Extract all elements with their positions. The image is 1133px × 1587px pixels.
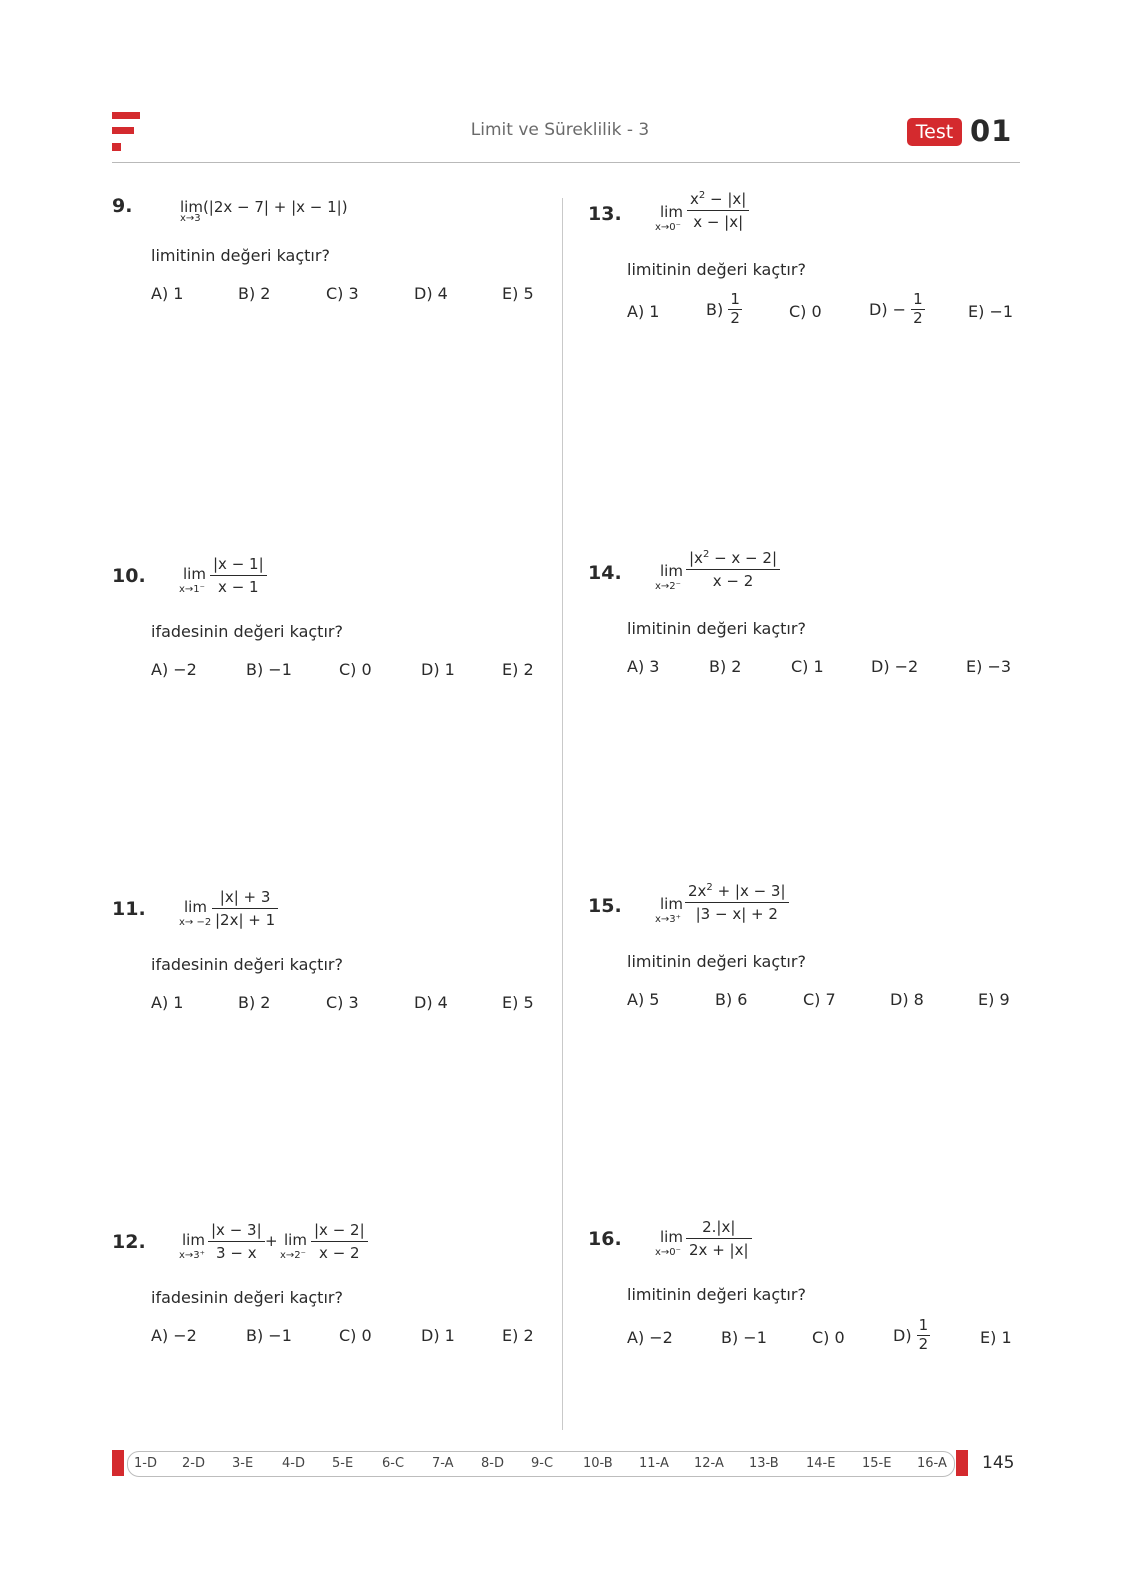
- fraction: [685, 882, 789, 923]
- lim-operator: lim: [180, 198, 203, 216]
- choice-a[interactable]: A) 1: [627, 302, 660, 321]
- question-number: 12.: [112, 1231, 146, 1253]
- choice-d[interactable]: D) 4: [414, 993, 448, 1012]
- question-prompt: limitinin değeri kaçtır?: [151, 246, 330, 265]
- lim-subscript: x→0⁻: [655, 222, 681, 233]
- fraction: [687, 190, 749, 231]
- fraction: [210, 555, 267, 596]
- page-title: Limit ve Süreklilik - 3: [470, 120, 650, 140]
- fraction-numerator: |x − 1|: [210, 555, 267, 576]
- lim-operator: lim: [183, 565, 206, 583]
- choice-e[interactable]: E) −3: [966, 657, 1012, 676]
- choice-b[interactable]: B) 6: [715, 990, 748, 1009]
- lim-operator: lim: [660, 203, 683, 221]
- question-number: 11.: [112, 898, 146, 920]
- fraction-numerator: $2x^2 + |x - 3|$: [685, 882, 789, 903]
- answer-key-item: 4-D: [282, 1456, 305, 1471]
- fraction-denominator: x − 2: [319, 1244, 360, 1262]
- logo-bar-middle: [112, 127, 134, 134]
- fraction: [311, 1221, 368, 1262]
- choice-d[interactable]: D) 1: [421, 660, 455, 679]
- choice-c[interactable]: C) 3: [326, 993, 359, 1012]
- question-expression: [180, 197, 348, 216]
- lim-operator: lim: [184, 898, 207, 916]
- choice-e[interactable]: E) −1: [968, 302, 1014, 321]
- fraction-denominator: |2x| + 1: [215, 911, 276, 929]
- choice-c[interactable]: C) 0: [339, 660, 372, 679]
- answer-key-item: 10-B: [583, 1456, 613, 1471]
- choice-c[interactable]: C) 0: [789, 302, 822, 321]
- choice-a[interactable]: A) 5: [627, 990, 660, 1009]
- choice-b[interactable]: B) −1: [246, 1326, 292, 1345]
- choice-d[interactable]: D) − $\frac{1}{2}$: [869, 290, 923, 327]
- fraction: [212, 888, 278, 929]
- choice-a[interactable]: A) −2: [151, 1326, 197, 1345]
- choice-c[interactable]: C) 0: [812, 1328, 845, 1347]
- answer-key-item: 16-A: [917, 1456, 947, 1471]
- question-prompt: limitinin değeri kaçtır?: [627, 952, 806, 971]
- answer-key-item: 8-D: [481, 1456, 504, 1471]
- fraction-numerator: 2.|x|: [686, 1218, 752, 1239]
- choice-c[interactable]: C) 0: [339, 1326, 372, 1345]
- choice-e[interactable]: E) 5: [502, 993, 534, 1012]
- choice-d[interactable]: D) 4: [414, 284, 448, 303]
- choice-d[interactable]: D) −2: [871, 657, 919, 676]
- choice-e[interactable]: E) 2: [502, 1326, 534, 1345]
- question-number: 16.: [588, 1228, 622, 1250]
- plus-sign: +: [265, 1232, 278, 1250]
- choice-b[interactable]: B) −1: [246, 660, 292, 679]
- lim-subscript: x→3: [180, 213, 201, 224]
- lim-subscript: x→ −2: [179, 917, 212, 928]
- fraction: [686, 549, 780, 590]
- question-number: 13.: [588, 203, 622, 225]
- answer-key-item: 6-C: [382, 1456, 405, 1471]
- choice-b[interactable]: B) $\frac{1}{2}$: [706, 290, 740, 327]
- question-prompt: limitinin değeri kaçtır?: [627, 619, 806, 638]
- choice-e[interactable]: E) 9: [978, 990, 1010, 1009]
- fraction-denominator: |3 − x| + 2: [695, 905, 778, 923]
- choice-d[interactable]: D) 1: [421, 1326, 455, 1345]
- choice-c[interactable]: C) 1: [791, 657, 824, 676]
- answer-key-item: 15-E: [862, 1456, 892, 1471]
- choice-d[interactable]: D) 8: [890, 990, 924, 1009]
- choice-b[interactable]: B) 2: [238, 284, 271, 303]
- choice-a[interactable]: A) 3: [627, 657, 660, 676]
- test-number: 01: [970, 114, 1013, 148]
- question-prompt: limitinin değeri kaçtır?: [627, 260, 806, 279]
- lim-subscript: x→1⁻: [179, 584, 205, 595]
- question-prompt: limitinin değeri kaçtır?: [627, 1285, 806, 1304]
- test-badge: Test: [907, 118, 962, 146]
- lim-subscript: x→2⁻: [655, 581, 681, 592]
- lim-operator: lim: [284, 1231, 307, 1249]
- fraction-numerator: |x − 3|: [208, 1221, 265, 1242]
- fraction-numerator: |x − 2|: [311, 1221, 368, 1242]
- choice-b[interactable]: B) −1: [721, 1328, 767, 1347]
- fraction-numerator: $x^2 - |x|$: [687, 190, 749, 211]
- lim-subscript: x→3⁺: [179, 1250, 205, 1261]
- choice-d[interactable]: D) $\frac{1}{2}$: [893, 1316, 929, 1353]
- choice-e[interactable]: E) 2: [502, 660, 534, 679]
- choice-b[interactable]: B) 2: [238, 993, 271, 1012]
- question-number: 14.: [588, 562, 622, 584]
- lim-operator: lim: [660, 562, 683, 580]
- answer-key-item: 5-E: [332, 1456, 354, 1471]
- column-divider: [562, 198, 563, 1430]
- answer-key-item: 2-D: [182, 1456, 205, 1471]
- answer-key-right-marker: [956, 1450, 968, 1476]
- answer-key-item: 7-A: [432, 1456, 454, 1471]
- logo-bar-top: [112, 112, 140, 119]
- logo-bar-bottom: [112, 143, 121, 151]
- fraction-numerator: |x| + 3: [212, 888, 278, 909]
- question-number: 10.: [112, 565, 146, 587]
- fraction-denominator: x − 1: [218, 578, 259, 596]
- answer-key-left-marker: [112, 1450, 124, 1476]
- choice-a[interactable]: A) −2: [627, 1328, 673, 1347]
- fraction-denominator: x − |x|: [693, 213, 744, 231]
- choice-e[interactable]: E) 5: [502, 284, 534, 303]
- answer-key-item: 1-D: [134, 1456, 157, 1471]
- page-number: 145: [982, 1453, 1015, 1473]
- question-prompt: ifadesinin değeri kaçtır?: [151, 955, 343, 974]
- choice-a[interactable]: A) 1: [151, 284, 184, 303]
- answer-key-item: 11-A: [639, 1456, 669, 1471]
- choice-e[interactable]: E) 1: [980, 1328, 1012, 1347]
- question-prompt: ifadesinin değeri kaçtır?: [151, 622, 343, 641]
- lim-subscript: x→0⁻: [655, 1247, 681, 1258]
- expression-body: (|2x − 7| + |x − 1|): [202, 198, 348, 216]
- fraction-denominator: x − 2: [712, 572, 754, 590]
- question-number: 15.: [588, 895, 622, 917]
- fraction-denominator: 2x + |x|: [689, 1241, 749, 1259]
- answer-key-item: 9-C: [531, 1456, 554, 1471]
- answer-key-item: 13-B: [749, 1456, 779, 1471]
- fraction-numerator: $|x^2 - x - 2|$: [686, 549, 780, 570]
- question-number: 9.: [112, 195, 133, 217]
- lim-subscript: x→2⁻: [280, 1250, 306, 1261]
- fraction-denominator: 3 − x: [216, 1244, 257, 1262]
- choice-a[interactable]: A) −2: [151, 660, 197, 679]
- question-prompt: ifadesinin değeri kaçtır?: [151, 1288, 343, 1307]
- choice-c[interactable]: C) 3: [326, 284, 359, 303]
- header-divider: [112, 162, 1020, 163]
- lim-subscript: x→3⁺: [655, 914, 681, 925]
- lim-operator: lim: [660, 895, 683, 913]
- answer-key-item: 12-A: [694, 1456, 724, 1471]
- lim-operator: lim: [182, 1231, 205, 1249]
- answer-key-item: 3-E: [232, 1456, 254, 1471]
- choice-c[interactable]: C) 7: [803, 990, 836, 1009]
- choice-a[interactable]: A) 1: [151, 993, 184, 1012]
- answer-key-item: 14-E: [806, 1456, 836, 1471]
- lim-operator: lim: [660, 1228, 683, 1246]
- fraction: [686, 1218, 752, 1259]
- choice-b[interactable]: B) 2: [709, 657, 742, 676]
- fraction: [208, 1221, 265, 1262]
